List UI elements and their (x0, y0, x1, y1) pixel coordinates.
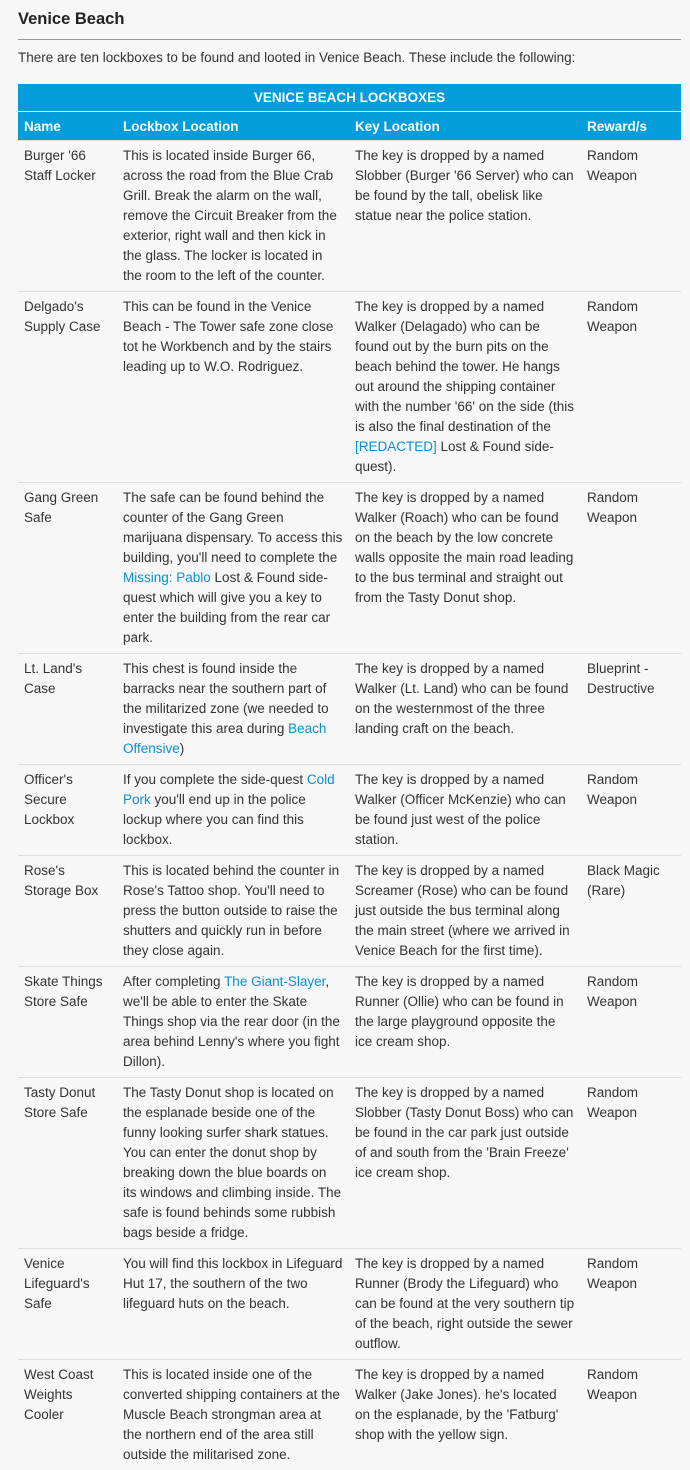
lockbox-name: Officer's Secure Lockbox (18, 765, 117, 856)
key-location (349, 483, 581, 654)
lockbox-location (117, 1360, 349, 1470)
table-row (18, 765, 681, 856)
lockbox-location (117, 1249, 349, 1360)
cell-text: This chest is found inside the barracks near the southern part of the militarized zone (we needed to investigate this area during (123, 661, 329, 736)
reward: Random Weapon (581, 1249, 681, 1360)
cell-text: This is located inside Burger 66, across the road from the Blue Crab Grill. Break the alarm on the wall, remove the Circuit Breaker from the exterior, right wall and then kick in the glass. The locker is located in the room to the left of the counter. (123, 148, 337, 283)
reward: Blueprint - Destructive (581, 654, 681, 765)
key-location (349, 856, 581, 967)
lockbox-name: Rose's Storage Box (18, 856, 117, 967)
lockboxes-table (18, 84, 681, 1470)
cell-text: The key is dropped by a named Walker (Lt. Land) who can be found on the westernmost of the three landing craft on the beach. (355, 661, 568, 736)
key-location (349, 967, 581, 1078)
lockbox-location (117, 1078, 349, 1249)
table-row (18, 1360, 681, 1470)
table-row (18, 654, 681, 765)
key-location (349, 1360, 581, 1470)
lockbox-location (117, 967, 349, 1078)
lockbox-location (117, 654, 349, 765)
header-name: Name (18, 112, 117, 141)
cell-text: The key is dropped by a named Walker (Officer McKenzie) who can be found just west of the police station. (355, 772, 566, 847)
divider (18, 39, 681, 40)
lockbox-name: Lt. Land's Case (18, 654, 117, 765)
key-location (349, 1249, 581, 1360)
key-location (349, 654, 581, 765)
cell-text: This is located behind the counter in Rose's Tattoo shop. You'll need to press the button outside to raise the shutters and quickly run in before they close again. (123, 863, 339, 958)
table-row (18, 141, 681, 292)
key-location (349, 292, 581, 483)
lockbox-name: Tasty Donut Store Safe (18, 1078, 117, 1249)
cell-text: This is located inside one of the converted shipping containers at the Muscle Beach strongman area at the northern end of the area still outside the militarised zone. (123, 1367, 340, 1462)
cell-text: The key is dropped by a named Walker (Jake Jones). he's located on the esplanade, by the 'Fatburg' shop with the yellow sign. (355, 1367, 558, 1442)
reward: Random Weapon (581, 1078, 681, 1249)
header-key-location: Key Location (349, 112, 581, 141)
cell-text: The safe can be found behind the counter of the Gang Green marijuana dispensary. To access this building, you'll need to complete the (123, 490, 342, 565)
reward: Black Magic (Rare) (581, 856, 681, 967)
cell-text: The key is dropped by a named Slobber (Burger '66 Server) who can be found by the tall, obelisk like statue near the police station. (355, 148, 574, 223)
cell-text: Lost & Found side-quest which will give you a key to enter the building from the rear car park. (123, 570, 330, 645)
lockbox-name: Burger '66 Staff Locker (18, 141, 117, 292)
header-lockbox-location: Lockbox Location (117, 112, 349, 141)
lockbox-name: Delgado's Supply Case (18, 292, 117, 483)
header-rewards: Reward/s (581, 112, 681, 141)
reward: Random Weapon (581, 292, 681, 483)
cell-text: You will find this lockbox in Lifeguard Hut 17, the southern of the two lifeguard huts on the beach. (123, 1256, 342, 1311)
lockbox-location (117, 141, 349, 292)
quest-link[interactable]: Cold Pork (123, 772, 335, 807)
lockbox-location (117, 765, 349, 856)
lockbox-name: Gang Green Safe (18, 483, 117, 654)
cell-text: ) (180, 741, 185, 756)
lockbox-location (117, 292, 349, 483)
reward: Random Weapon (581, 483, 681, 654)
section-title: Venice Beach (18, 10, 124, 29)
table-caption: VENICE BEACH LOCKBOXES (18, 84, 681, 112)
cell-text: The key is dropped by a named Slobber (Tasty Donut Boss) who can be found in the car park just outside of and south from the 'Brain Freeze' ice cream shop. (355, 1085, 573, 1180)
key-location (349, 765, 581, 856)
reward: Random Weapon (581, 1360, 681, 1470)
cell-text: If you complete the side-quest (123, 772, 307, 787)
cell-text: Lost & Found side-quest). (355, 439, 554, 474)
cell-text: The key is dropped by a named Screamer (Rose) who can be found just outside the bus terminal along the main street (where we arrived in Venice Beach for the first time). (355, 863, 570, 958)
lockbox-name: West Coast Weights Cooler (18, 1360, 117, 1470)
lockbox-name: Skate Things Store Safe (18, 967, 117, 1078)
lockbox-name: Venice Lifeguard's Safe (18, 1249, 117, 1360)
quest-link[interactable]: The Giant-Slayer (224, 974, 325, 989)
intro-text: There are ten lockboxes to be found and looted in Venice Beach. These include the following: (18, 50, 575, 65)
table-row (18, 483, 681, 654)
cell-text: , we'll be able to enter the Skate Things shop via the rear door (in the area behind Lenny's where you fight Dillon). (123, 974, 340, 1069)
quest-link[interactable]: Missing: Pablo (123, 570, 211, 585)
lockbox-location (117, 856, 349, 967)
cell-text: The Tasty Donut shop is located on the esplanade beside one of the funny looking surfer shark statues. You can enter the donut shop by breaking down the blue boards on its windows and climbing inside. The safe is found behinds some rubbish bags beside a fridge. (123, 1085, 341, 1240)
reward: Random Weapon (581, 765, 681, 856)
cell-text: After completing (123, 974, 224, 989)
cell-text: The key is dropped by a named Walker (Roach) who can be found on the beach by the low concrete walls opposite the main road leading to the bus terminal and straight out from the Tasty Donut shop. (355, 490, 573, 605)
table-row (18, 856, 681, 967)
table-row (18, 292, 681, 483)
reward: Random Weapon (581, 141, 681, 292)
cell-text: The key is dropped by a named Walker (Delagado) who can be found out by the burn pits on the beach behind the tower. He hangs out around the shipping container with the number '66' on the side (this is also the final destination of the (355, 299, 574, 434)
table-row (18, 1249, 681, 1360)
cell-text: The key is dropped by a named Runner (Ollie) who can be found in the large playground opposite the ice cream shop. (355, 974, 564, 1049)
table-row (18, 1078, 681, 1249)
quest-link[interactable]: [REDACTED] (355, 439, 437, 454)
lockbox-location (117, 483, 349, 654)
cell-text: you'll end up in the police lockup where you can find this lockbox. (123, 792, 306, 847)
reward: Random Weapon (581, 967, 681, 1078)
quest-link[interactable]: Beach Offensive (123, 721, 326, 756)
key-location (349, 1078, 581, 1249)
key-location (349, 141, 581, 292)
cell-text: The key is dropped by a named Runner (Brody the Lifeguard) who can be found at the very southern tip of the beach, right outside the sewer outflow. (355, 1256, 574, 1351)
table-row (18, 967, 681, 1078)
cell-text: This can be found in the Venice Beach - The Tower safe zone close tot he Workbench and by the stairs leading up to W.O. Rodriguez. (123, 299, 333, 374)
